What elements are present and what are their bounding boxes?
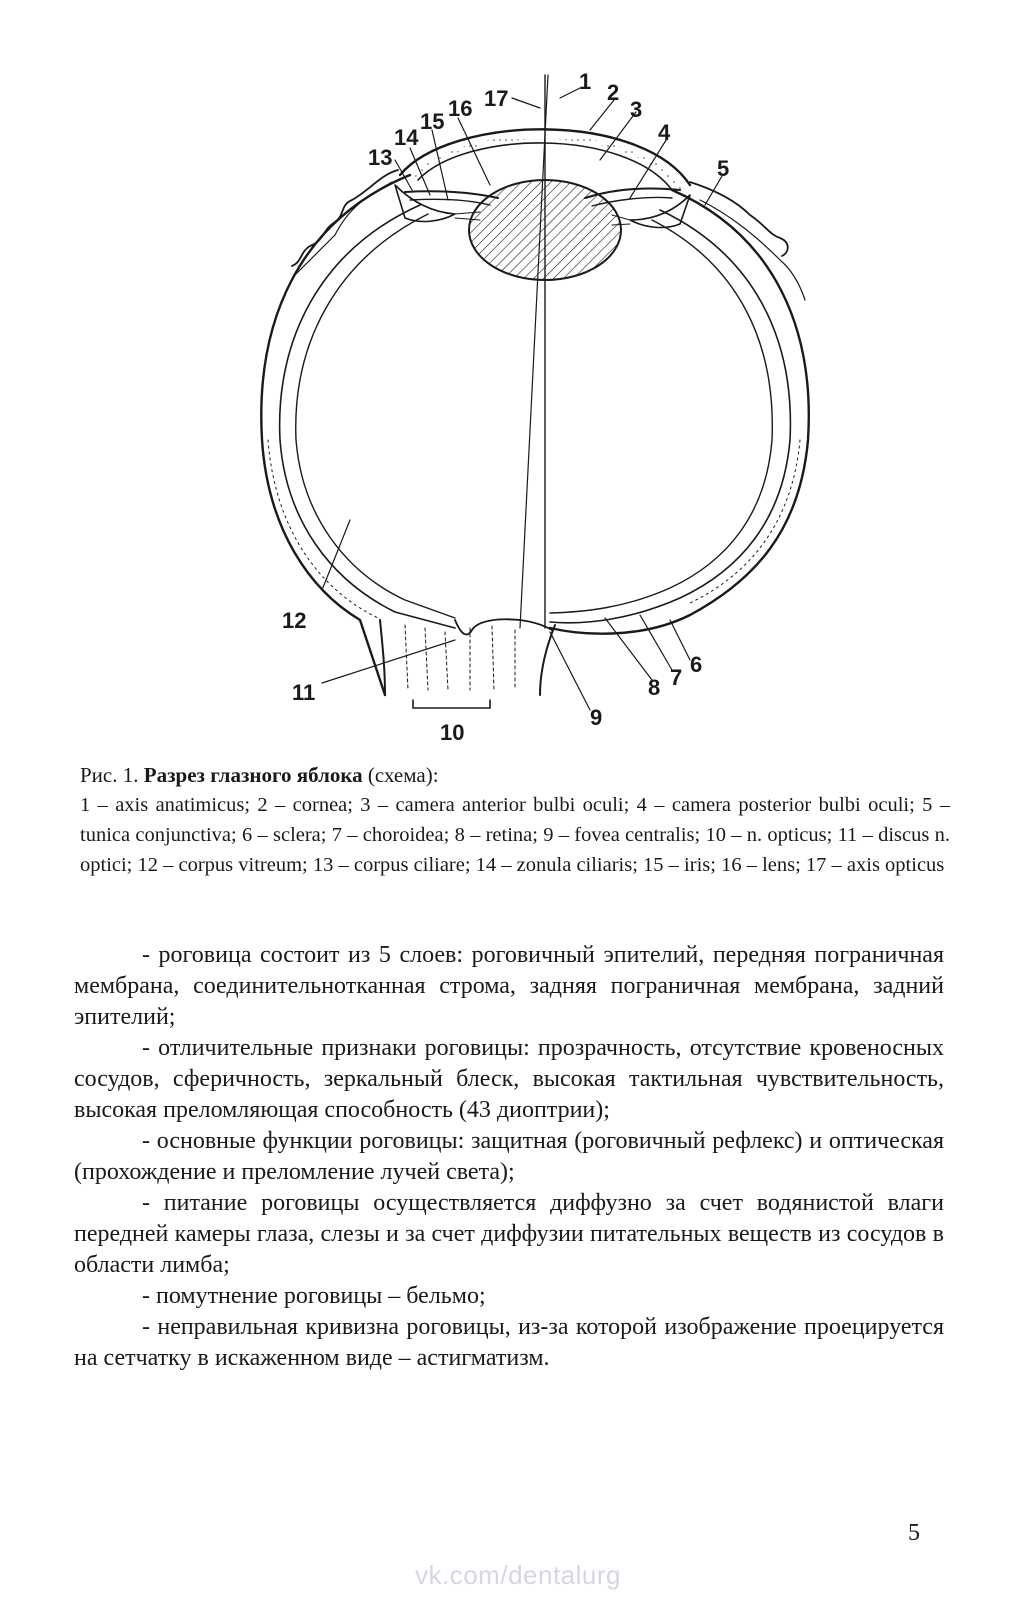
diagram-label-17: 17 [484, 86, 509, 111]
retina-right [550, 220, 772, 613]
diagram-label-4: 4 [658, 120, 671, 145]
diagram-label-2: 2 [607, 80, 620, 105]
optic-disc [455, 619, 552, 634]
diagram-label-3: 3 [630, 97, 643, 122]
paragraph: - питание роговицы осуществляется диффузно за счет водянистой влаги передней камеры глаза, слезы и за счет диффузии питательных веществ из сосудов в области лимба; [74, 1190, 944, 1278]
figure-caption [80, 760, 950, 880]
diagram-label-6: 6 [690, 652, 703, 677]
diagram-label-7: 7 [670, 665, 683, 690]
diagram-label-1: 1 [579, 69, 592, 94]
paragraph: - неправильная кривизна роговицы, из-за которой изображение проецируется на сетчатку в искаженном виде – астигматизм. [74, 1314, 944, 1371]
ciliary-body-right [630, 195, 690, 227]
lens [469, 180, 621, 280]
diagram-label-11: 11 [292, 680, 316, 705]
caption-legend: 1 – axis anatimicus; 2 – cornea; 3 – camera anterior bulbi oculi; 4 – camera posterior bulbi oculi; 5 – tunica conjunctiva; 6 – sclera; 7 – choroidea; 8 – retina; 9 – fovea centralis; 10 – n. opticus; 11 – discus n. optici; 12 – corpus vitreum; 13 – corpus ciliare; 14 – zonula ciliaris; 15 – iris; 16 – lens; 17 – axis opticus [80, 794, 950, 876]
paragraph: - роговица состоит из 5 слоев: роговичный эпителий, передняя пограничная мембрана, соединительнотканная строма, задняя пограничная мембрана, задний эпителий; [74, 942, 944, 1030]
diagram-label-9: 9 [590, 705, 603, 730]
choroid-left [280, 205, 455, 628]
diagram-label-13: 13 [368, 145, 393, 170]
caption-prefix: Рис. 1. [80, 763, 144, 787]
iris-left [405, 191, 498, 198]
watermark: vk.com/dentalurg [415, 1560, 621, 1590]
caption-heading [80, 760, 950, 790]
diagram-label-12: 12 [282, 608, 307, 633]
retina-left [296, 214, 455, 618]
conjunctiva-right [690, 182, 788, 256]
diagram-label-15: 15 [420, 109, 445, 134]
eyeball-diagram [240, 60, 820, 760]
diagram-label-8: 8 [648, 675, 661, 700]
diagram-label-14: 14 [394, 125, 419, 150]
page-number: 5 [908, 1520, 920, 1546]
paragraph: - основные функции роговицы: защитная (роговичный рефлекс) и оптическая (прохождение и преломление лучей света); [74, 1128, 944, 1185]
caption-title: Разрез глазного яблока [143, 763, 363, 787]
diagram-label-10: 10 [440, 720, 465, 745]
paragraph: - отличительные признаки роговицы: прозрачность, отсутствие кровеносных сосудов, сферичность, зеркальный блеск, высокая тактильная чувствительность, высокая преломляющая способность (43 диоптрии); [74, 1035, 944, 1123]
optic-nerve-bracket [413, 700, 490, 708]
caption-suffix: (схема): [362, 763, 439, 787]
body-text [74, 940, 944, 1374]
diagram-label-16: 16 [448, 96, 473, 121]
paragraph: - помутнение роговицы – бельмо; [142, 1283, 486, 1309]
axis-anatomicus [520, 75, 548, 628]
diagram-label-5: 5 [717, 156, 730, 181]
